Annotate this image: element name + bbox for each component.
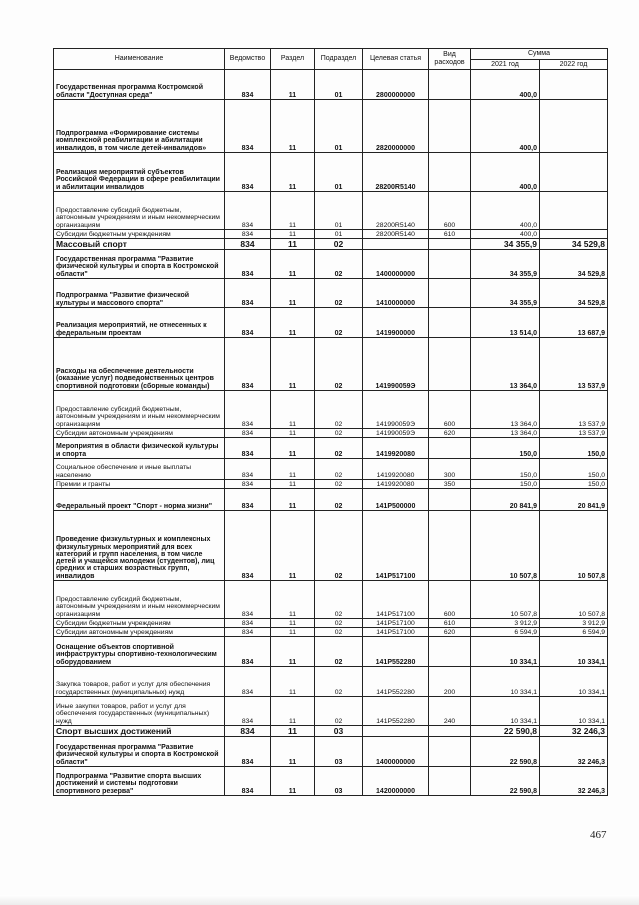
row-section: 11 — [271, 726, 315, 737]
row-dept: 834 — [225, 250, 271, 279]
row-target: 141990059Э — [363, 391, 429, 429]
table-row — [54, 459, 608, 480]
row-expense: 240 — [429, 697, 471, 726]
table-row — [54, 70, 608, 100]
row-dept: 834 — [225, 153, 271, 192]
row-target: 1419920080 — [363, 459, 429, 480]
row-amount-2021: 10 507,8 — [471, 581, 540, 619]
row-amount-2021: 150,0 — [471, 438, 540, 459]
row-section: 11 — [271, 239, 315, 250]
row-dept: 834 — [225, 511, 271, 581]
row-expense — [429, 438, 471, 459]
row-target: 141P517100 — [363, 581, 429, 619]
row-section: 11 — [271, 459, 315, 480]
row-target: 1410000000 — [363, 279, 429, 308]
row-expense — [429, 737, 471, 767]
row-section: 11 — [271, 153, 315, 192]
row-name: Субсидии бюджетным учреждениям — [54, 619, 225, 628]
row-amount-2021: 400,0 — [471, 192, 540, 230]
row-target: 28200R5140 — [363, 153, 429, 192]
row-target: 141P552280 — [363, 697, 429, 726]
row-section: 11 — [271, 308, 315, 338]
row-section: 11 — [271, 338, 315, 391]
row-dept: 834 — [225, 619, 271, 628]
row-name: Подпрограмма "Развитие физической культуры и массового спорта" — [54, 279, 225, 308]
row-expense: 600 — [429, 581, 471, 619]
row-expense: 610 — [429, 230, 471, 239]
row-expense: 300 — [429, 459, 471, 480]
row-dept: 834 — [225, 767, 271, 796]
row-amount-2022 — [540, 70, 608, 100]
table-row — [54, 338, 608, 391]
header-section: Раздел — [271, 49, 315, 70]
row-dept: 834 — [225, 338, 271, 391]
row-expense — [429, 279, 471, 308]
row-expense — [429, 308, 471, 338]
row-name: Субсидии бюджетным учреждениям — [54, 230, 225, 239]
row-name: Предоставление субсидий бюджетным, автономным учреждениям и иным некоммерческим организациям — [54, 581, 225, 619]
header-target: Целевая статья — [363, 49, 429, 70]
row-name: Государственная программа "Развитие физической культуры и спорта в Костромской области" — [54, 737, 225, 767]
row-amount-2022 — [540, 192, 608, 230]
row-subsection: 02 — [315, 391, 363, 429]
row-amount-2021: 10 507,8 — [471, 511, 540, 581]
row-name: Субсидии автономным учреждениям — [54, 429, 225, 438]
row-amount-2021: 22 590,8 — [471, 767, 540, 796]
row-amount-2022: 20 841,9 — [540, 489, 608, 511]
row-dept: 834 — [225, 192, 271, 230]
row-name: Иные закупки товаров, работ и услуг для обеспечения государственных (муниципальных) нужд — [54, 697, 225, 726]
row-section: 11 — [271, 628, 315, 637]
row-name: Оснащение объектов спортивной инфраструктуры спортивно-технологическим оборудованием — [54, 637, 225, 667]
row-amount-2021: 13 514,0 — [471, 308, 540, 338]
row-expense — [429, 70, 471, 100]
row-amount-2021: 34 355,9 — [471, 239, 540, 250]
row-section: 11 — [271, 619, 315, 628]
row-subsection: 02 — [315, 667, 363, 697]
row-dept: 834 — [225, 239, 271, 250]
row-name: Проведение физкультурных и комплексных физкультурных мероприятий для всех категорий и групп населения, в том числе детей и учащейся молодежи (студентов), лиц средних и старших возрастных групп, инвалидов — [54, 511, 225, 581]
row-name: Федеральный проект "Спорт - норма жизни" — [54, 489, 225, 511]
row-target: 1419920080 — [363, 480, 429, 489]
row-amount-2021: 400,0 — [471, 100, 540, 153]
row-amount-2022: 3 912,9 — [540, 619, 608, 628]
row-subsection: 03 — [315, 726, 363, 737]
row-section: 11 — [271, 70, 315, 100]
row-name: Расходы на обеспечение деятельности (оказание услуг) подведомственных центров спортивной подготовки (сборные команды) — [54, 338, 225, 391]
row-expense: 350 — [429, 480, 471, 489]
row-amount-2021: 3 912,9 — [471, 619, 540, 628]
row-subsection: 01 — [315, 230, 363, 239]
row-section: 11 — [271, 489, 315, 511]
row-target: 28200R5140 — [363, 230, 429, 239]
row-dept: 834 — [225, 438, 271, 459]
row-dept: 834 — [225, 489, 271, 511]
row-section: 11 — [271, 637, 315, 667]
row-target: 141990059Э — [363, 338, 429, 391]
table-row — [54, 230, 608, 239]
row-amount-2022: 34 529,8 — [540, 279, 608, 308]
row-section: 11 — [271, 667, 315, 697]
row-amount-2022: 10 334,1 — [540, 697, 608, 726]
row-expense: 620 — [429, 628, 471, 637]
row-expense — [429, 153, 471, 192]
row-amount-2022: 150,0 — [540, 459, 608, 480]
row-subsection: 02 — [315, 628, 363, 637]
table-row — [54, 511, 608, 581]
row-target: 141P517100 — [363, 628, 429, 637]
row-amount-2022: 34 529,8 — [540, 250, 608, 279]
table-row — [54, 619, 608, 628]
row-amount-2022: 13 687,9 — [540, 308, 608, 338]
table-row — [54, 737, 608, 767]
row-dept: 834 — [225, 480, 271, 489]
row-amount-2022: 13 537,9 — [540, 429, 608, 438]
row-amount-2022: 10 507,8 — [540, 581, 608, 619]
row-name: Субсидии автономным учреждениям — [54, 628, 225, 637]
table-row — [54, 767, 608, 796]
header-2022: 2022 год — [540, 60, 608, 70]
table-body — [54, 70, 608, 796]
row-amount-2022: 13 537,9 — [540, 338, 608, 391]
row-amount-2022: 13 537,9 — [540, 391, 608, 429]
row-amount-2022: 32 246,3 — [540, 737, 608, 767]
row-expense — [429, 511, 471, 581]
row-amount-2022: 10 334,1 — [540, 667, 608, 697]
header-sum: Сумма — [471, 49, 608, 60]
table-header — [54, 49, 608, 70]
row-target: 141P552280 — [363, 667, 429, 697]
scan-bottom-edge — [0, 895, 639, 905]
header-2021: 2021 год — [471, 60, 540, 70]
row-dept: 834 — [225, 100, 271, 153]
table-row — [54, 308, 608, 338]
row-amount-2022 — [540, 100, 608, 153]
row-amount-2022 — [540, 230, 608, 239]
table-row — [54, 637, 608, 667]
row-subsection: 02 — [315, 581, 363, 619]
row-expense: 600 — [429, 391, 471, 429]
row-name: Подпрограмма «Формирование системы комплексной реабилитации и абилитации инвалидов, в том числе детей-инвалидов» — [54, 100, 225, 153]
row-amount-2021: 400,0 — [471, 230, 540, 239]
row-dept: 834 — [225, 697, 271, 726]
row-amount-2021: 22 590,8 — [471, 726, 540, 737]
row-subsection: 01 — [315, 153, 363, 192]
row-section: 11 — [271, 230, 315, 239]
row-name: Предоставление субсидий бюджетным, автономным учреждениям и иным некоммерческим организациям — [54, 391, 225, 429]
table-row — [54, 628, 608, 637]
row-amount-2022: 150,0 — [540, 438, 608, 459]
row-amount-2021: 6 594,9 — [471, 628, 540, 637]
row-subsection: 01 — [315, 100, 363, 153]
row-name: Предоставление субсидий бюджетным, автономным учреждениям и иным некоммерческим организациям — [54, 192, 225, 230]
row-expense — [429, 239, 471, 250]
row-amount-2021: 34 355,9 — [471, 250, 540, 279]
row-target: 141P552280 — [363, 637, 429, 667]
row-section: 11 — [271, 279, 315, 308]
row-dept: 834 — [225, 230, 271, 239]
row-target: 2820000000 — [363, 100, 429, 153]
row-dept: 834 — [225, 637, 271, 667]
row-expense: 620 — [429, 429, 471, 438]
table-row — [54, 250, 608, 279]
row-subsection: 02 — [315, 459, 363, 480]
row-name: Премии и гранты — [54, 480, 225, 489]
header-subsection: Подраздел — [315, 49, 363, 70]
table-row — [54, 192, 608, 230]
row-section: 11 — [271, 429, 315, 438]
row-amount-2022: 6 594,9 — [540, 628, 608, 637]
row-expense — [429, 338, 471, 391]
row-target — [363, 239, 429, 250]
table-row — [54, 726, 608, 737]
row-subsection: 02 — [315, 489, 363, 511]
row-section: 11 — [271, 480, 315, 489]
row-amount-2022: 10 507,8 — [540, 511, 608, 581]
row-amount-2022: 32 246,3 — [540, 767, 608, 796]
row-dept: 834 — [225, 429, 271, 438]
row-name: Государственная программа "Развитие физической культуры и спорта в Костромской области" — [54, 250, 225, 279]
row-section: 11 — [271, 100, 315, 153]
row-subsection: 02 — [315, 279, 363, 308]
row-section: 11 — [271, 250, 315, 279]
row-target: 1400000000 — [363, 250, 429, 279]
row-amount-2021: 400,0 — [471, 153, 540, 192]
row-target — [363, 726, 429, 737]
row-amount-2022: 34 529,8 — [540, 239, 608, 250]
row-dept: 834 — [225, 581, 271, 619]
row-amount-2022: 150,0 — [540, 480, 608, 489]
row-name: Реализация мероприятий, не отнесенных к федеральным проектам — [54, 308, 225, 338]
row-subsection: 02 — [315, 239, 363, 250]
row-dept: 834 — [225, 667, 271, 697]
row-amount-2021: 150,0 — [471, 480, 540, 489]
header-dept: Ведомство — [225, 49, 271, 70]
row-amount-2021: 400,0 — [471, 70, 540, 100]
row-dept: 834 — [225, 726, 271, 737]
row-name: Подпрограмма "Развитие спорта высших достижений и системы подготовки спортивного резерва" — [54, 767, 225, 796]
row-section: 11 — [271, 192, 315, 230]
row-amount-2021: 10 334,1 — [471, 637, 540, 667]
row-target: 2800000000 — [363, 70, 429, 100]
row-amount-2022: 32 246,3 — [540, 726, 608, 737]
row-name: Массовый спорт — [54, 239, 225, 250]
row-section: 11 — [271, 581, 315, 619]
row-amount-2021: 150,0 — [471, 459, 540, 480]
row-dept: 834 — [225, 70, 271, 100]
row-amount-2022 — [540, 153, 608, 192]
row-expense — [429, 637, 471, 667]
row-amount-2021: 20 841,9 — [471, 489, 540, 511]
row-section: 11 — [271, 511, 315, 581]
row-target: 141P500000 — [363, 489, 429, 511]
row-dept: 834 — [225, 391, 271, 429]
table-row — [54, 100, 608, 153]
row-subsection: 02 — [315, 619, 363, 628]
row-expense — [429, 726, 471, 737]
table-row — [54, 279, 608, 308]
row-expense — [429, 489, 471, 511]
row-amount-2021: 22 590,8 — [471, 737, 540, 767]
row-expense — [429, 100, 471, 153]
row-name: Реализация мероприятий субъектов Российской Федерации в сфере реабилитации и абилитации инвалидов — [54, 153, 225, 192]
row-subsection: 02 — [315, 637, 363, 667]
row-subsection: 01 — [315, 70, 363, 100]
table-row — [54, 429, 608, 438]
row-subsection: 01 — [315, 192, 363, 230]
row-subsection: 02 — [315, 429, 363, 438]
row-target: 1400000000 — [363, 737, 429, 767]
row-section: 11 — [271, 438, 315, 459]
row-subsection: 02 — [315, 480, 363, 489]
table-row — [54, 438, 608, 459]
row-name: Социальное обеспечение и иные выплаты населению — [54, 459, 225, 480]
row-expense — [429, 767, 471, 796]
row-section: 11 — [271, 697, 315, 726]
row-section: 11 — [271, 767, 315, 796]
row-target: 141P517100 — [363, 619, 429, 628]
row-target: 141990059Э — [363, 429, 429, 438]
row-subsection: 02 — [315, 250, 363, 279]
row-amount-2021: 13 364,0 — [471, 391, 540, 429]
row-name: Закупка товаров, работ и услуг для обеспечения государственных (муниципальных) нужд — [54, 667, 225, 697]
row-target: 1419920080 — [363, 438, 429, 459]
table-row — [54, 391, 608, 429]
table-row — [54, 480, 608, 489]
row-section: 11 — [271, 391, 315, 429]
row-dept: 834 — [225, 737, 271, 767]
row-expense: 200 — [429, 667, 471, 697]
row-subsection: 02 — [315, 438, 363, 459]
row-amount-2021: 13 364,0 — [471, 338, 540, 391]
row-target: 28200R5140 — [363, 192, 429, 230]
row-name: Мероприятия в области физической культуры и спорта — [54, 438, 225, 459]
row-expense — [429, 250, 471, 279]
row-amount-2022: 10 334,1 — [540, 637, 608, 667]
row-subsection: 02 — [315, 697, 363, 726]
table-row — [54, 697, 608, 726]
row-target: 1419900000 — [363, 308, 429, 338]
row-expense: 610 — [429, 619, 471, 628]
row-dept: 834 — [225, 628, 271, 637]
table-row — [54, 489, 608, 511]
row-target: 1420000000 — [363, 767, 429, 796]
budget-table — [53, 48, 608, 796]
row-amount-2021: 10 334,1 — [471, 667, 540, 697]
row-amount-2021: 10 334,1 — [471, 697, 540, 726]
table-row — [54, 667, 608, 697]
row-target: 141P517100 — [363, 511, 429, 581]
row-section: 11 — [271, 737, 315, 767]
table-row — [54, 239, 608, 250]
table-row — [54, 581, 608, 619]
row-subsection: 02 — [315, 308, 363, 338]
row-expense: 600 — [429, 192, 471, 230]
row-dept: 834 — [225, 279, 271, 308]
row-subsection: 02 — [315, 511, 363, 581]
page-number: 467 — [590, 829, 607, 841]
row-subsection: 02 — [315, 338, 363, 391]
header-name: Наименование — [54, 49, 225, 70]
row-dept: 834 — [225, 308, 271, 338]
row-amount-2021: 13 364,0 — [471, 429, 540, 438]
row-dept: 834 — [225, 459, 271, 480]
row-name: Спорт высших достижений — [54, 726, 225, 737]
row-name: Государственная программа Костромской области "Доступная среда" — [54, 70, 225, 100]
table-row — [54, 153, 608, 192]
row-subsection: 03 — [315, 737, 363, 767]
row-subsection: 03 — [315, 767, 363, 796]
header-expense: Вид расходов — [429, 49, 471, 70]
row-amount-2021: 34 355,9 — [471, 279, 540, 308]
